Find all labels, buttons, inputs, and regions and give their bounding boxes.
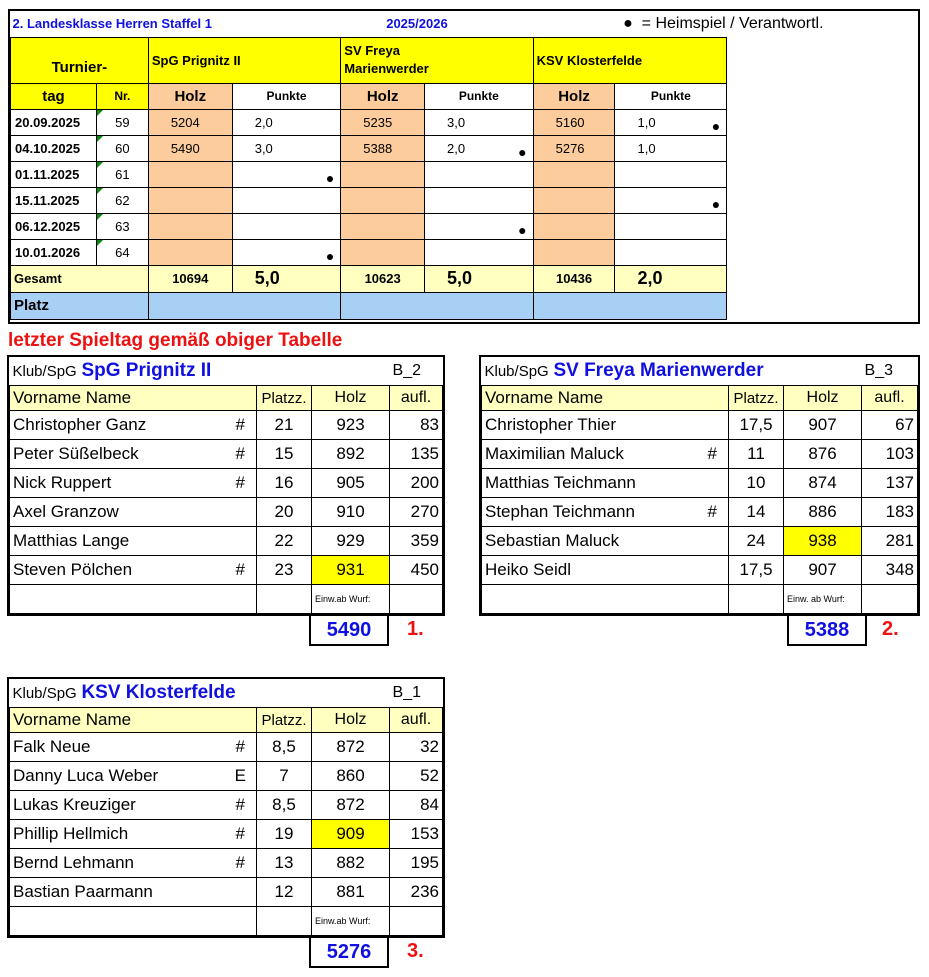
player-holz: 938 bbox=[784, 527, 862, 556]
player-row bbox=[10, 878, 443, 907]
holz-cell bbox=[533, 213, 615, 239]
klub-code: B_2 bbox=[390, 357, 443, 386]
player-row bbox=[482, 469, 918, 498]
player-holz: 931 bbox=[312, 556, 390, 585]
player-row bbox=[482, 527, 918, 556]
holz-cell bbox=[148, 187, 232, 213]
league-title: 2. Landesklasse Herren Staffel 1 bbox=[12, 16, 212, 32]
player-mark: # bbox=[225, 469, 257, 498]
punkte-cell bbox=[425, 239, 534, 265]
klub-name: SpG Prignitz II bbox=[81, 360, 212, 381]
player-name: Stephan Teichmann bbox=[482, 498, 697, 527]
round-row bbox=[11, 213, 919, 239]
home-game-dot-icon: ● bbox=[711, 195, 721, 212]
player-mark: # bbox=[225, 733, 257, 762]
player-row bbox=[482, 556, 918, 585]
player-platz: 21 bbox=[257, 411, 312, 440]
marker-icon bbox=[97, 110, 103, 116]
schedule-table bbox=[8, 9, 920, 324]
player-platz: 20 bbox=[257, 498, 312, 527]
player-aufl: 135 bbox=[390, 440, 443, 469]
player-holz: 892 bbox=[312, 440, 390, 469]
player-row bbox=[10, 498, 443, 527]
klub-label: Klub/SpG bbox=[12, 363, 77, 380]
team-header-3: KSV Klosterfelde bbox=[533, 37, 727, 83]
player-holz: 907 bbox=[784, 411, 862, 440]
punkte-cell bbox=[425, 213, 534, 239]
player-name: Phillip Hellmich bbox=[10, 820, 225, 849]
holz-cell bbox=[341, 187, 425, 213]
klub-label: Klub/SpG bbox=[484, 363, 549, 380]
holz-cell bbox=[148, 239, 232, 265]
punkte-header-2: Punkte bbox=[425, 83, 534, 109]
punkte-cell bbox=[615, 213, 727, 239]
gesamt-punkte-1: 5,0 bbox=[232, 265, 341, 292]
player-name: Falk Neue bbox=[10, 733, 225, 762]
round-nr: 60 bbox=[96, 135, 148, 161]
holz-cell bbox=[341, 161, 425, 187]
player-row bbox=[482, 498, 918, 527]
platz-cell-2 bbox=[341, 292, 533, 319]
player-holz: 929 bbox=[312, 527, 390, 556]
gesamt-holz-3: 10436 bbox=[533, 265, 615, 292]
round-nr: 62 bbox=[96, 187, 148, 213]
player-row bbox=[10, 733, 443, 762]
gesamt-holz-2: 10623 bbox=[341, 265, 425, 292]
player-holz: 881 bbox=[312, 878, 390, 907]
player-platz: 17,5 bbox=[729, 556, 784, 585]
punkte-cell bbox=[232, 239, 341, 265]
tag-header: tag bbox=[11, 83, 97, 109]
player-holz: 860 bbox=[312, 762, 390, 791]
player-platz: 11 bbox=[729, 440, 784, 469]
punkte-header-3: Punkte bbox=[615, 83, 727, 109]
round-date: 20.09.2025 bbox=[11, 109, 97, 135]
player-row bbox=[10, 411, 443, 440]
player-name: Christopher Thier bbox=[482, 411, 697, 440]
holz-cell bbox=[533, 187, 615, 213]
col-platz-header: Platzz. bbox=[257, 708, 312, 733]
gesamt-punkte-3: 2,0 bbox=[615, 265, 727, 292]
player-name: Danny Luca Weber bbox=[10, 762, 225, 791]
home-game-dot-icon: ● bbox=[518, 221, 527, 238]
player-holz: 923 bbox=[312, 411, 390, 440]
player-mark: # bbox=[225, 849, 257, 878]
team-total: 5276 bbox=[309, 938, 389, 968]
player-platz: 10 bbox=[729, 469, 784, 498]
holz-cell bbox=[148, 213, 232, 239]
player-platz: 17,5 bbox=[729, 411, 784, 440]
marker-icon bbox=[97, 136, 103, 142]
player-mark bbox=[697, 527, 729, 556]
col-platz-header: Platzz. bbox=[729, 386, 784, 411]
player-aufl: 52 bbox=[390, 762, 443, 791]
klub-code: B_1 bbox=[390, 679, 443, 708]
punkte-cell bbox=[232, 161, 341, 187]
round-date: 01.11.2025 bbox=[11, 161, 97, 187]
player-row bbox=[10, 791, 443, 820]
punkte-cell: 3,0 bbox=[425, 109, 534, 135]
col-platz-header: Platzz. bbox=[257, 386, 312, 411]
gesamt-label: Gesamt bbox=[11, 265, 149, 292]
holz-cell bbox=[148, 161, 232, 187]
player-name: Bastian Paarmann bbox=[10, 878, 225, 907]
player-name: Sebastian Maluck bbox=[482, 527, 697, 556]
home-game-dot-icon: ● bbox=[518, 143, 527, 160]
player-row bbox=[10, 469, 443, 498]
player-mark: # bbox=[225, 820, 257, 849]
player-aufl: 359 bbox=[390, 527, 443, 556]
player-platz: 8,5 bbox=[257, 791, 312, 820]
punkte-cell bbox=[232, 213, 341, 239]
player-platz: 19 bbox=[257, 820, 312, 849]
round-nr: 63 bbox=[96, 213, 148, 239]
holz-header-3: Holz bbox=[533, 83, 615, 109]
player-platz: 14 bbox=[729, 498, 784, 527]
player-platz: 22 bbox=[257, 527, 312, 556]
punkte-cell: 2,0 ● bbox=[425, 135, 534, 161]
detail-box bbox=[7, 355, 445, 616]
klub-code: B_3 bbox=[862, 357, 918, 386]
player-mark: # bbox=[697, 498, 729, 527]
punkte-cell bbox=[425, 187, 534, 213]
holz-cell: 5276 bbox=[533, 135, 615, 161]
col-name-header: Vorname Name bbox=[482, 386, 729, 411]
einw-label: Einw. ab Wurf: bbox=[784, 585, 862, 614]
platz-label: Platz bbox=[11, 292, 149, 319]
player-aufl: 195 bbox=[390, 849, 443, 878]
player-row bbox=[10, 440, 443, 469]
player-holz: 876 bbox=[784, 440, 862, 469]
player-platz: 16 bbox=[257, 469, 312, 498]
col-aufl-header: aufl. bbox=[390, 386, 443, 411]
player-row bbox=[10, 527, 443, 556]
punkte-cell bbox=[615, 161, 727, 187]
player-row bbox=[482, 411, 918, 440]
home-game-dot-icon: ● bbox=[711, 117, 721, 134]
team-total: 5388 bbox=[787, 616, 867, 646]
player-mark: E bbox=[225, 762, 257, 791]
col-holz-header: Holz bbox=[312, 386, 390, 411]
holz-cell bbox=[341, 239, 425, 265]
player-aufl: 84 bbox=[390, 791, 443, 820]
marker-icon bbox=[97, 188, 103, 194]
team-detail-1 bbox=[7, 355, 445, 648]
schedule-grid bbox=[10, 11, 918, 320]
team-header-2: SV Freya Marienwerder bbox=[341, 37, 533, 83]
player-aufl: 450 bbox=[390, 556, 443, 585]
season-label: 2025/2026 bbox=[386, 16, 448, 32]
player-platz: 24 bbox=[729, 527, 784, 556]
detail-box bbox=[479, 355, 920, 616]
player-mark bbox=[697, 556, 729, 585]
player-holz: 882 bbox=[312, 849, 390, 878]
player-mark: # bbox=[225, 791, 257, 820]
player-row bbox=[10, 820, 443, 849]
punkte-header-1: Punkte bbox=[232, 83, 341, 109]
klub-label: Klub/SpG bbox=[12, 685, 77, 702]
player-aufl: 270 bbox=[390, 498, 443, 527]
player-mark: # bbox=[225, 411, 257, 440]
player-aufl: 103 bbox=[862, 440, 918, 469]
player-aufl: 281 bbox=[862, 527, 918, 556]
round-date: 15.11.2025 bbox=[11, 187, 97, 213]
round-nr: 59 bbox=[96, 109, 148, 135]
team-detail-2 bbox=[479, 355, 920, 648]
gesamt-holz-1: 10694 bbox=[148, 265, 232, 292]
punkte-cell: 2,0 bbox=[232, 109, 341, 135]
player-row bbox=[10, 556, 443, 585]
player-aufl: 183 bbox=[862, 498, 918, 527]
team-place: 1. bbox=[407, 618, 424, 640]
punkte-cell bbox=[425, 161, 534, 187]
team-header-1: SpG Prignitz II bbox=[148, 37, 340, 83]
player-platz: 8,5 bbox=[257, 733, 312, 762]
player-row bbox=[10, 849, 443, 878]
punkte-cell: 1,0 bbox=[615, 135, 727, 161]
player-mark bbox=[697, 469, 729, 498]
player-aufl: 153 bbox=[390, 820, 443, 849]
player-mark bbox=[697, 411, 729, 440]
player-platz: 23 bbox=[257, 556, 312, 585]
punkte-cell bbox=[615, 239, 727, 265]
turniertag-header: Turnier- bbox=[11, 37, 149, 83]
player-holz: 905 bbox=[312, 469, 390, 498]
player-mark: # bbox=[697, 440, 729, 469]
team-total: 5490 bbox=[309, 616, 389, 646]
team-place: 2. bbox=[882, 618, 899, 640]
klub-name: KSV Klosterfelde bbox=[81, 682, 236, 703]
holz-header-2: Holz bbox=[341, 83, 425, 109]
player-aufl: 32 bbox=[390, 733, 443, 762]
punkte-cell: 1,0 ● bbox=[615, 109, 727, 135]
col-name-header: Vorname Name bbox=[10, 386, 257, 411]
round-date: 10.01.2026 bbox=[11, 239, 97, 265]
player-mark bbox=[225, 498, 257, 527]
col-aufl-header: aufl. bbox=[862, 386, 918, 411]
player-aufl: 236 bbox=[390, 878, 443, 907]
player-row bbox=[10, 762, 443, 791]
holz-cell bbox=[533, 161, 615, 187]
round-row bbox=[11, 187, 919, 213]
player-holz: 872 bbox=[312, 733, 390, 762]
player-platz: 15 bbox=[257, 440, 312, 469]
round-row bbox=[11, 109, 919, 135]
player-holz: 886 bbox=[784, 498, 862, 527]
player-platz: 7 bbox=[257, 762, 312, 791]
round-row bbox=[11, 161, 919, 187]
col-aufl-header: aufl. bbox=[390, 708, 443, 733]
player-aufl: 83 bbox=[390, 411, 443, 440]
platz-cell-3 bbox=[533, 292, 727, 319]
holz-cell: 5204 bbox=[148, 109, 232, 135]
punkte-cell: 3,0 bbox=[232, 135, 341, 161]
player-holz: 907 bbox=[784, 556, 862, 585]
player-holz: 909 bbox=[312, 820, 390, 849]
punkte-cell bbox=[615, 187, 727, 213]
round-nr: 61 bbox=[96, 161, 148, 187]
player-name: Matthias Teichmann bbox=[482, 469, 697, 498]
col-holz-header: Holz bbox=[784, 386, 862, 411]
player-holz: 872 bbox=[312, 791, 390, 820]
detail-box bbox=[7, 677, 445, 938]
holz-cell: 5160 bbox=[533, 109, 615, 135]
round-date: 06.12.2025 bbox=[11, 213, 97, 239]
home-game-icon: ● bbox=[623, 14, 633, 32]
team-place: 3. bbox=[407, 940, 424, 962]
col-holz-header: Holz bbox=[312, 708, 390, 733]
player-name: Christopher Ganz bbox=[10, 411, 225, 440]
marker-icon bbox=[97, 214, 103, 220]
einw-label: Einw.ab Wurf: bbox=[312, 585, 390, 614]
player-platz: 13 bbox=[257, 849, 312, 878]
player-platz: 12 bbox=[257, 878, 312, 907]
holz-header-1: Holz bbox=[148, 83, 232, 109]
home-game-dot-icon: ● bbox=[325, 247, 335, 264]
player-aufl: 67 bbox=[862, 411, 918, 440]
team-detail-3 bbox=[7, 677, 445, 970]
legend-text: = Heimspiel / Verantwortl. bbox=[641, 14, 824, 32]
marker-icon bbox=[97, 162, 103, 168]
player-name: Maximilian Maluck bbox=[482, 440, 697, 469]
marker-icon bbox=[97, 240, 103, 246]
player-aufl: 348 bbox=[862, 556, 918, 585]
player-name: Lukas Kreuziger bbox=[10, 791, 225, 820]
player-holz: 910 bbox=[312, 498, 390, 527]
klub-name: SV Freya Marienwerder bbox=[553, 360, 764, 381]
holz-cell: 5388 bbox=[341, 135, 425, 161]
holz-cell: 5235 bbox=[341, 109, 425, 135]
player-aufl: 137 bbox=[862, 469, 918, 498]
platz-cell-1 bbox=[148, 292, 340, 319]
player-name: Steven Pölchen bbox=[10, 556, 225, 585]
nr-header: Nr. bbox=[96, 83, 148, 109]
player-name: Axel Granzow bbox=[10, 498, 225, 527]
player-mark bbox=[225, 527, 257, 556]
subtitle: letzter Spieltag gemäß obiger Tabelle bbox=[8, 330, 343, 351]
round-row bbox=[11, 135, 919, 161]
col-name-header: Vorname Name bbox=[10, 708, 257, 733]
player-name: Heiko Seidl bbox=[482, 556, 697, 585]
player-name: Peter Süßelbeck bbox=[10, 440, 225, 469]
home-game-dot-icon: ● bbox=[325, 169, 335, 186]
holz-cell bbox=[533, 239, 615, 265]
gesamt-punkte-2: 5,0 bbox=[425, 265, 534, 292]
player-mark: # bbox=[225, 556, 257, 585]
einw-label: Einw.ab Wurf: bbox=[312, 907, 390, 936]
player-aufl: 200 bbox=[390, 469, 443, 498]
player-mark bbox=[225, 878, 257, 907]
player-row bbox=[482, 440, 918, 469]
round-row bbox=[11, 239, 919, 265]
round-date: 04.10.2025 bbox=[11, 135, 97, 161]
holz-cell: 5490 bbox=[148, 135, 232, 161]
round-nr: 64 bbox=[96, 239, 148, 265]
holz-cell bbox=[341, 213, 425, 239]
player-name: Matthias Lange bbox=[10, 527, 225, 556]
player-name: Bernd Lehmann bbox=[10, 849, 225, 878]
punkte-cell bbox=[232, 187, 341, 213]
player-name: Nick Ruppert bbox=[10, 469, 225, 498]
player-holz: 874 bbox=[784, 469, 862, 498]
player-mark: # bbox=[225, 440, 257, 469]
